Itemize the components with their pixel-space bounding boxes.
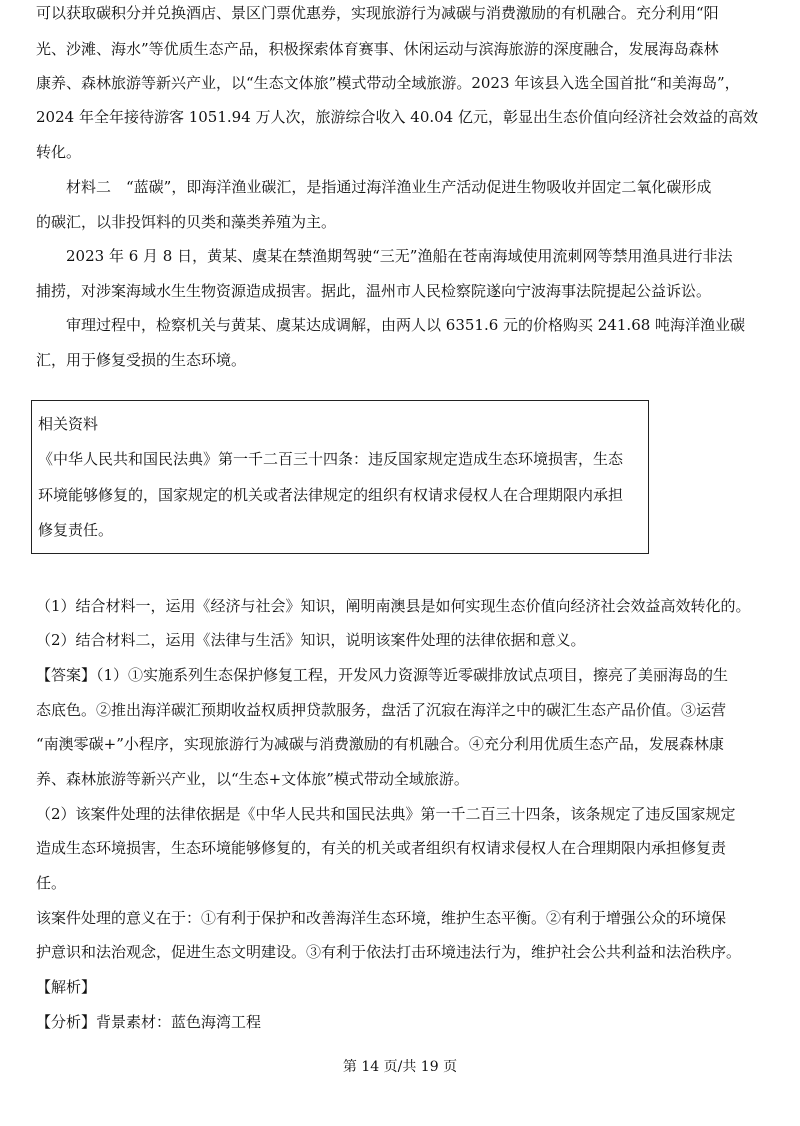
material-two-para2-line: 捕捞，对涉案海域水生生物资源造成损害。据此，温州市人民检察院遂向宁波海事法院提起公益诉讼。 [36,282,712,300]
related-materials-line: 《中华人民共和国民法典》第一千二百三十四条：违反国家规定造成生态环境损害，生态 [38,450,624,468]
material-two-para1-line: 材料二 “蓝碳”，即海洋渔业碳汇，是指通过海洋渔业生产活动促进生物吸收并固定二氧化碳形成 [66,178,712,196]
answer-part2-line: （2）该案件处理的法律依据是《中华人民共和国民法典》第一千二百三十四条，该条规定了违反国家规定 [36,805,736,823]
page-number: 第 14 页/共 19 页 [342,1059,458,1075]
answer-significance-line: 护意识和法治观念，促进生态文明建设。③有利于依法打击环境违法行为，维护社会公共利益和法治秩序。 [36,943,742,961]
material-two-para1-line: 的碳汇，以非投饵料的贝类和藻类养殖为主。 [36,213,337,231]
material-one-line: 转化。 [36,143,82,161]
answer-part2-line: 任。 [36,874,67,892]
answer-part1-line: “南澳零碳+”小程序，实现旅游行为减碳与消费激励的有机融合。④充分利用优质生态产品，发展森林康 [36,735,724,753]
related-materials-line: 环境能够修复的，国家规定的机关或者法律规定的组织有权请求侵权人在合理期限内承担 [38,486,624,504]
material-two-para3-line: 审理过程中，检察机关与黄某、虞某达成调解，由两人以 6351.6 元的价格购买 241.68 吨海洋渔业碳 [66,316,746,334]
material-one-line: 光、沙滩、海水”等优质生态产品，积极探索体育赛事、休闲运动与滨海旅游的深度融合，发展海岛森林 [36,40,719,58]
material-one-line: 可以获取碳积分并兑换酒店、景区门票优惠券，实现旅游行为减碳与消费激励的有机融合。充分利用“阳 [36,4,719,22]
material-two-para2-line: 2023 年 6 月 8 日，黄某、虞某在禁渔期驾驶“三无”渔船在苍南海域使用流刺网等禁用渔具进行非法 [66,247,733,265]
answer-part1-line: 【答案】（1）①实施系列生态保护修复工程，开发风力资源等近零碳排放试点项目，擦亮了美丽海岛的生 [36,666,729,684]
related-materials-title: 相关资料 [38,415,99,433]
answer-part1-line: 养、森林旅游等新兴产业，以“生态+文体旅”模式带动全域旅游。 [36,770,469,788]
material-one-line: 康养、森林旅游等新兴产业，以“生态文体旅”模式带动全域旅游。2023 年该县入选全国首批“和美海岛”， [36,74,740,92]
analysis-label: 【解析】 [36,978,97,996]
material-one-line: 2024 年全年接待游客 1051.94 万人次，旅游综合收入 40.04 亿元，彰显出生态价值向经济社会效益的高效 [36,108,758,126]
question-2: （2）结合材料二，运用《法律与生活》知识，说明该案件处理的法律依据和意义。 [36,631,586,649]
related-materials-line: 修复责任。 [38,521,114,539]
related-materials-box [31,400,649,554]
analysis-line: 【分析】背景素材：蓝色海湾工程 [36,1013,262,1031]
answer-part1-line: 态底色。②推出海洋碳汇预期收益权质押贷款服务，盘活了沉寂在海洋之中的碳汇生态产品价值。③运营 [36,701,727,719]
material-two-para3-line: 汇，用于修复受损的生态环境。 [36,351,247,369]
question-1: （1）结合材料一，运用《经济与社会》知识，阐明南澳县是如何实现生态价值向经济社会效益高效转化的。 [36,597,751,615]
answer-part2-line: 造成生态环境损害，生态环境能够修复的，有关的机关或者组织有权请求侵权人在合理期限内承担修复责 [36,839,727,857]
answer-significance-line: 该案件处理的意义在于：①有利于保护和改善海洋生态环境，维护生态平衡。②有利于增强公众的环境保 [36,909,727,927]
